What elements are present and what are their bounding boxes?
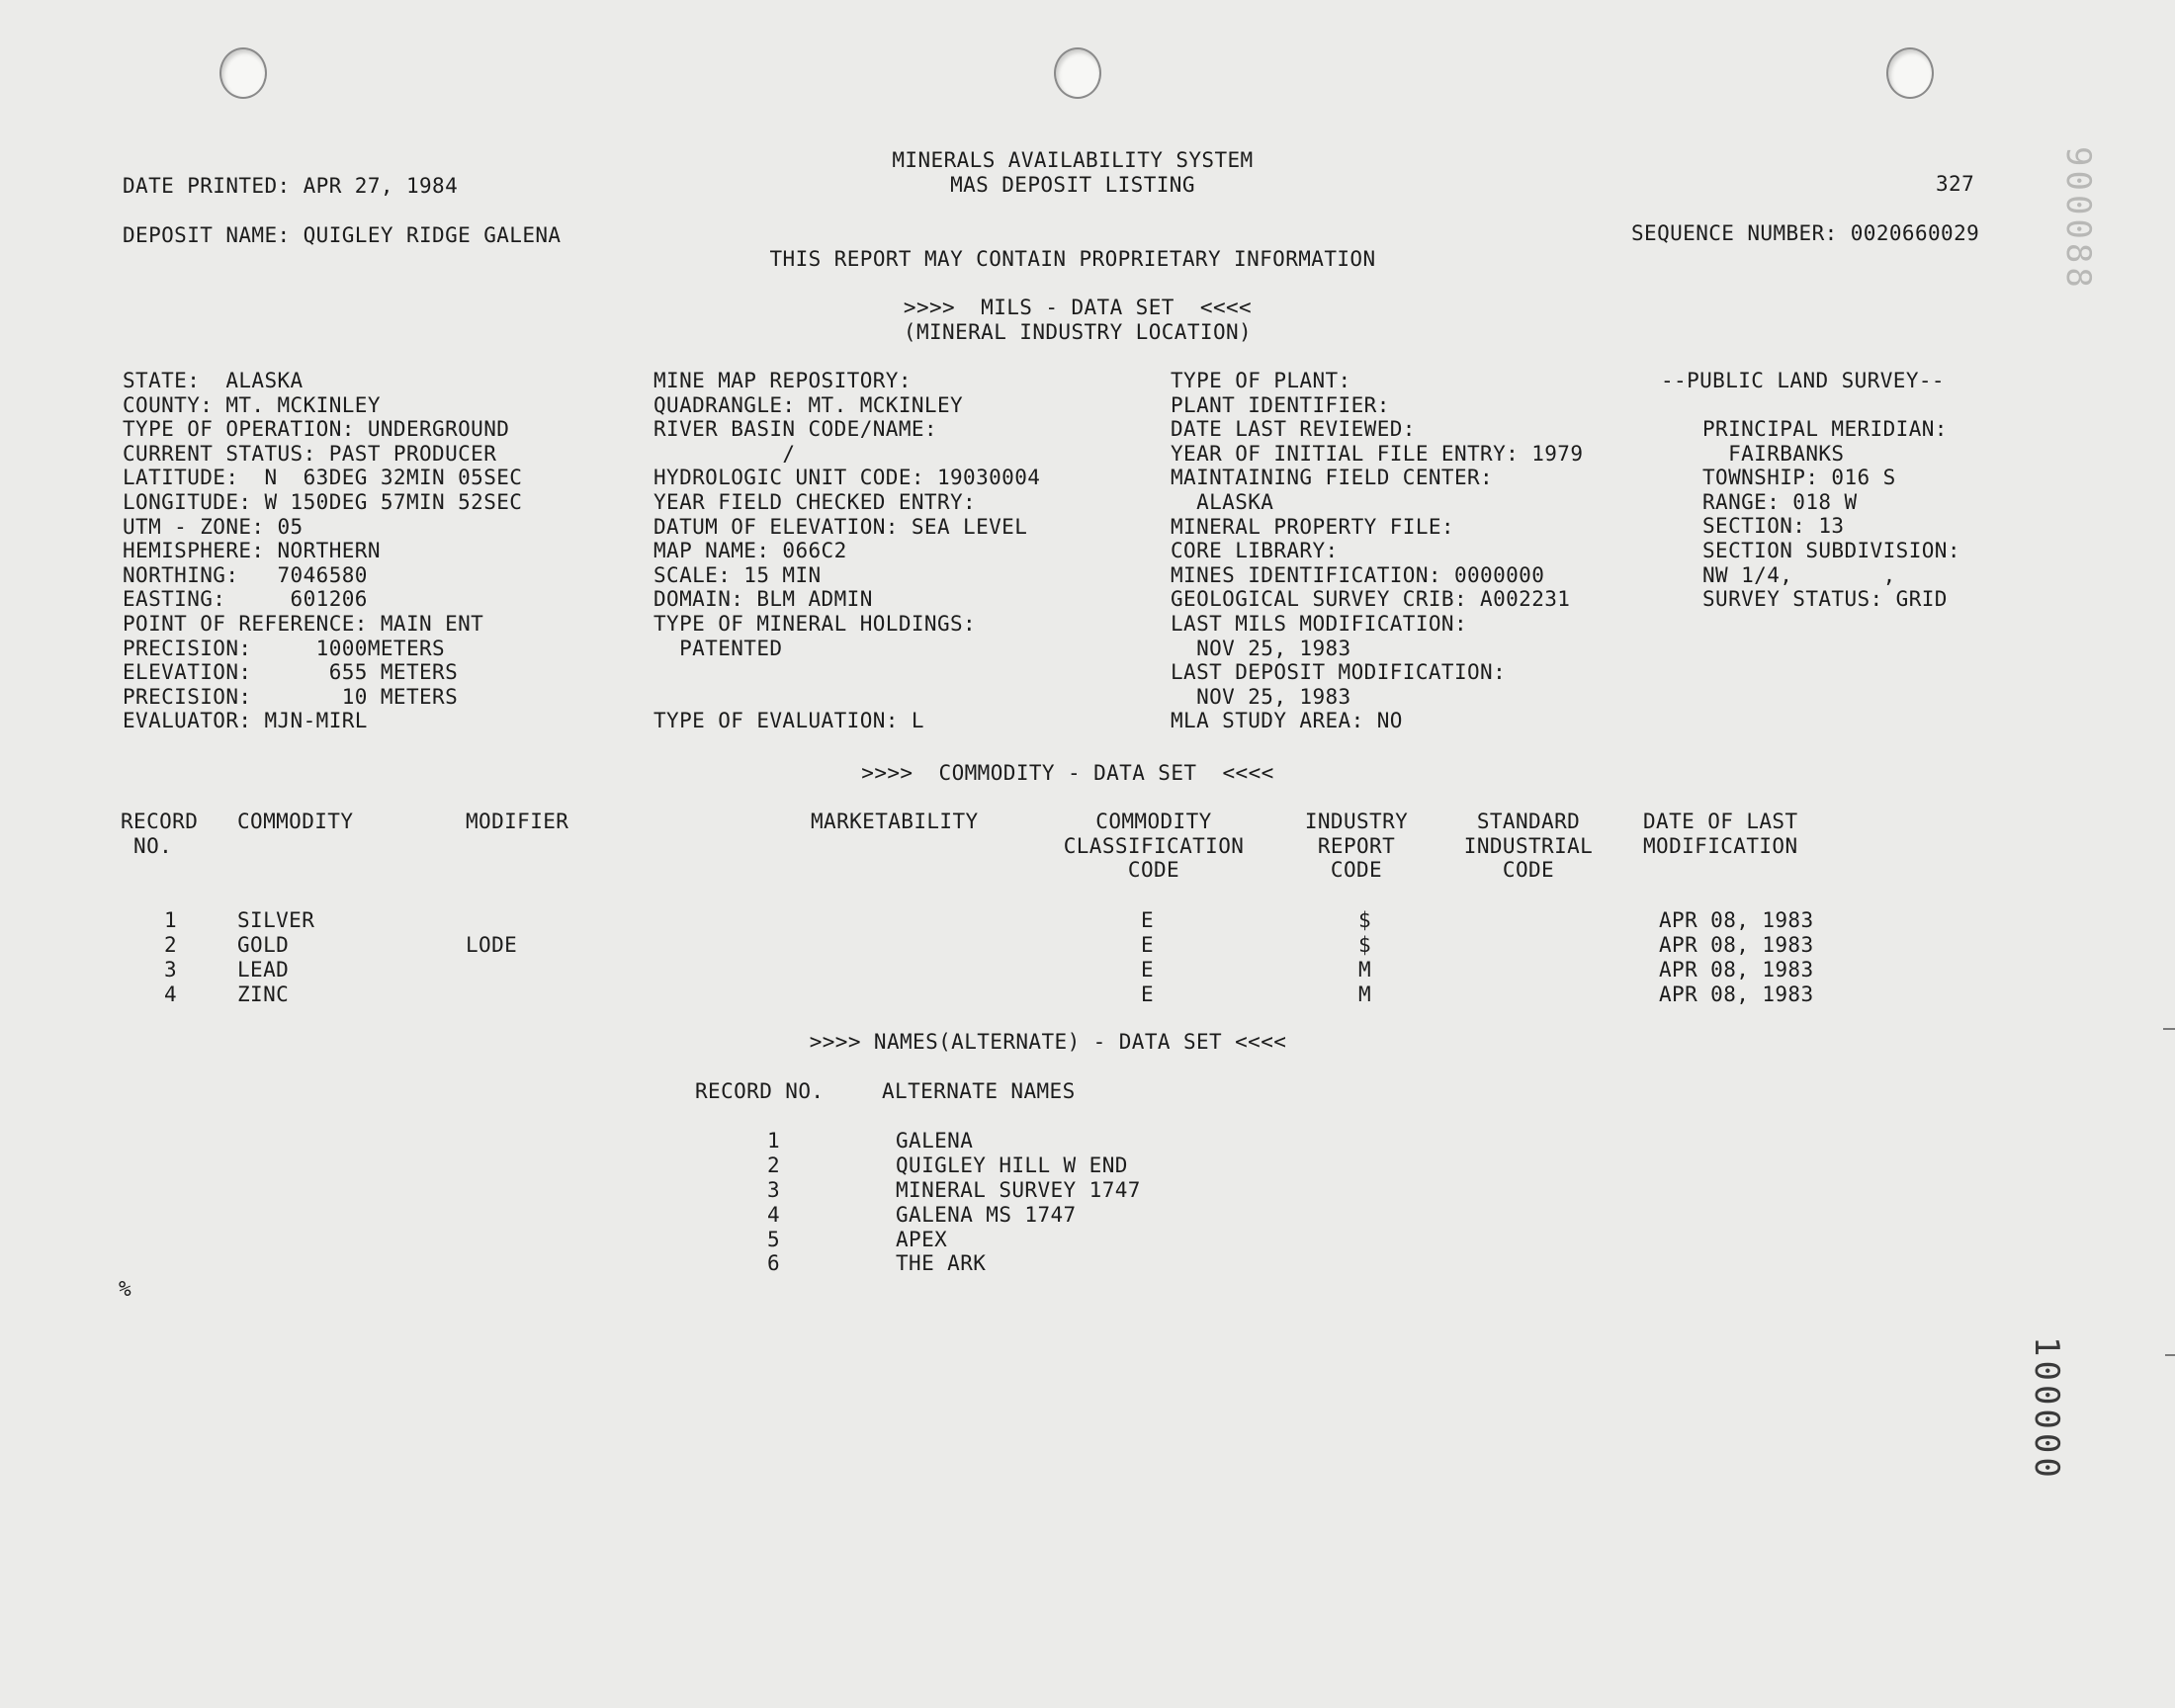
- mils-field: MINE MAP REPOSITORY:: [653, 369, 912, 392]
- names-row-no: 4: [767, 1203, 781, 1227]
- header-label: MODIFICATION: [1643, 833, 1798, 858]
- names-row-no: 5: [767, 1228, 781, 1251]
- mils-field: [653, 660, 1040, 685]
- mils-field: PRECISION: 10 METERS: [123, 684, 459, 709]
- row-class-code: E: [1141, 908, 1155, 932]
- mils-field: POINT OF REFERENCE: MAIN ENT: [123, 611, 484, 636]
- header-sic: [1449, 810, 1608, 883]
- sequence-number: SEQUENCE NUMBER: 0020660029: [1631, 221, 1980, 245]
- row-class-code: E: [1141, 982, 1155, 1006]
- mils-field: PLANT IDENTIFIER:: [1171, 392, 1390, 417]
- mils-field: COUNTY: MT. MCKINLEY: [123, 392, 381, 417]
- mils-field: DOMAIN: BLM ADMIN: [653, 587, 873, 612]
- mils-field: DATUM OF ELEVATION: SEA LEVEL: [653, 514, 1028, 539]
- header-last-mod: [1643, 810, 1798, 858]
- mils-field: DATE LAST REVIEWED:: [1171, 417, 1416, 442]
- names-row-name: APEX: [896, 1228, 948, 1251]
- header-label: RECORD: [121, 810, 199, 833]
- faint-stamp: 900088: [2058, 146, 2098, 292]
- row-industry-code: $: [1358, 933, 1372, 957]
- survey-field: FAIRBANKS: [1702, 441, 1845, 466]
- row-no: 2: [164, 933, 178, 957]
- mils-column-2: [653, 369, 1040, 733]
- mils-field: MAP NAME: 066C2: [653, 539, 847, 563]
- mils-field: LATITUDE: N 63DEG 32MIN 05SEC: [123, 466, 523, 490]
- punch-hole-right: [1886, 47, 1934, 99]
- row-class-code: E: [1141, 958, 1155, 982]
- survey-field: TOWNSHIP: 016 S: [1702, 466, 1896, 490]
- names-row-no: 2: [767, 1153, 781, 1177]
- row-no: 3: [164, 958, 178, 982]
- mils-column-3: [1171, 369, 1583, 733]
- mils-field: EVALUATOR: MJN-MIRL: [123, 709, 368, 733]
- row-date: APR 08, 1983: [1659, 982, 1814, 1006]
- row-commodity: SILVER: [237, 908, 315, 932]
- header-industry: [1291, 810, 1422, 883]
- mils-field: QUADRANGLE: MT. MCKINLEY: [653, 392, 964, 417]
- header-commodity: COMMODITY: [237, 810, 354, 833]
- header-label: COMMODITY: [1095, 810, 1212, 833]
- names-row-no: 6: [767, 1251, 781, 1275]
- survey-field: SECTION SUBDIVISION:: [1702, 538, 1960, 562]
- survey-field: PRINCIPAL MERIDIAN:: [1702, 417, 1948, 441]
- names-col-names: ALTERNATE NAMES: [882, 1079, 1076, 1103]
- proprietary-notice: THIS REPORT MAY CONTAIN PROPRIETARY INFORMATION: [769, 247, 1376, 271]
- mils-field: TYPE OF MINERAL HOLDINGS:: [653, 611, 977, 636]
- mils-field: NOV 25, 1983: [1171, 684, 1351, 709]
- public-land-survey-title: --PUBLIC LAND SURVEY--: [1661, 369, 1945, 392]
- mils-field: [653, 685, 1040, 710]
- mils-field: HYDROLOGIC UNIT CODE: 19030004: [653, 466, 1041, 490]
- row-commodity: GOLD: [237, 933, 290, 957]
- mils-field: UTM - ZONE: 05: [123, 514, 304, 539]
- mils-field: SCALE: 15 MIN: [653, 562, 822, 587]
- mils-heading: >>>> MILS - DATA SET <<<<: [903, 296, 1253, 319]
- row-date: APR 08, 1983: [1659, 908, 1814, 932]
- row-industry-code: M: [1358, 958, 1372, 982]
- mils-field: MAINTAINING FIELD CENTER:: [1171, 466, 1494, 490]
- mils-field: TYPE OF OPERATION: UNDERGROUND: [123, 417, 510, 442]
- punch-hole-left: [219, 47, 267, 99]
- mils-field: MINERAL PROPERTY FILE:: [1171, 514, 1454, 539]
- names-col-record: RECORD NO.: [695, 1079, 825, 1103]
- deposit-name: DEPOSIT NAME: QUIGLEY RIDGE GALENA: [123, 223, 562, 247]
- mils-field: NOV 25, 1983: [1171, 636, 1351, 660]
- mils-field: ELEVATION: 655 METERS: [123, 660, 459, 685]
- header-label: CODE: [1330, 858, 1383, 883]
- row-commodity: ZINC: [237, 982, 290, 1006]
- names-heading: >>>> NAMES(ALTERNATE) - DATA SET <<<<: [809, 1030, 1287, 1054]
- names-row-name: GALENA: [896, 1129, 974, 1153]
- header-label: CODE: [1502, 858, 1555, 883]
- edge-mark: [2165, 1354, 2175, 1356]
- row-date: APR 08, 1983: [1659, 933, 1814, 957]
- mils-field: TYPE OF PLANT:: [1171, 369, 1351, 392]
- mils-field: RIVER BASIN CODE/NAME:: [653, 417, 937, 442]
- mils-column-1: [123, 369, 522, 733]
- names-row-no: 3: [767, 1178, 781, 1202]
- mils-field: LAST DEPOSIT MODIFICATION:: [1171, 660, 1507, 685]
- header-classification: [1044, 810, 1263, 883]
- system-title: MINERALS AVAILABILITY SYSTEM: [892, 148, 1254, 172]
- mils-field: NORTHING: 7046580: [123, 562, 368, 587]
- mils-field: TYPE OF EVALUATION: L: [653, 709, 924, 733]
- mils-field: MLA STUDY AREA: NO: [1171, 709, 1403, 733]
- edge-mark: [2163, 1028, 2175, 1030]
- survey-field: SECTION: 13: [1702, 514, 1845, 539]
- punch-hole-center: [1054, 47, 1101, 99]
- mils-field: LONGITUDE: W 150DEG 57MIN 52SEC: [123, 489, 523, 514]
- names-row-name: MINERAL SURVEY 1747: [896, 1178, 1141, 1202]
- commodity-heading: >>>> COMMODITY - DATA SET <<<<: [861, 761, 1274, 785]
- survey-field: NW 1/4, ,: [1702, 562, 1896, 587]
- header-label: NO.: [121, 833, 173, 858]
- row-class-code: E: [1141, 933, 1155, 957]
- mils-field: EASTING: 601206: [123, 587, 368, 612]
- header-marketability: MARKETABILITY: [811, 810, 979, 833]
- mils-field: GEOLOGICAL SURVEY CRIB: A002231: [1171, 587, 1571, 612]
- names-row-no: 1: [767, 1129, 781, 1153]
- header-label: STANDARD: [1476, 810, 1581, 833]
- mils-field: STATE: ALASKA: [123, 369, 304, 392]
- names-row-name: GALENA MS 1747: [896, 1203, 1077, 1227]
- row-industry-code: $: [1358, 908, 1372, 932]
- mils-field: CURRENT STATUS: PAST PRODUCER: [123, 441, 497, 466]
- header-label: REPORT: [1317, 833, 1396, 858]
- mils-field: ALASKA: [1171, 489, 1274, 514]
- mils-field: PRECISION: 1000METERS: [123, 636, 446, 660]
- header-label: INDUSTRY: [1304, 810, 1409, 833]
- listing-title: MAS DEPOSIT LISTING: [950, 173, 1195, 197]
- mils-field: YEAR OF INITIAL FILE ENTRY: 1979: [1171, 441, 1584, 466]
- date-printed: DATE PRINTED: APR 27, 1984: [123, 174, 459, 198]
- header-label: DATE OF LAST: [1643, 810, 1798, 833]
- document-stamp: 100000: [2027, 1336, 2066, 1482]
- mils-field: MINES IDENTIFICATION: 0000000: [1171, 562, 1545, 587]
- mils-column-4: [1702, 417, 1960, 612]
- row-modifier: LODE: [466, 933, 518, 957]
- mils-field: LAST MILS MODIFICATION:: [1171, 611, 1467, 636]
- survey-field: SURVEY STATUS: GRID: [1702, 587, 1948, 612]
- header-label: CODE: [1127, 858, 1180, 883]
- header-record-no: [121, 810, 198, 858]
- row-no: 4: [164, 982, 178, 1006]
- row-industry-code: M: [1358, 982, 1372, 1006]
- names-row-name: QUIGLEY HILL W END: [896, 1153, 1128, 1177]
- header-label: INDUSTRIAL: [1463, 833, 1594, 858]
- page-number: 327: [1936, 172, 1975, 196]
- names-row-name: THE ARK: [896, 1251, 987, 1275]
- survey-field: RANGE: 018 W: [1702, 489, 1858, 514]
- mils-field: HEMISPHERE: NORTHERN: [123, 539, 381, 563]
- mils-field: /: [653, 441, 796, 466]
- row-date: APR 08, 1983: [1659, 958, 1814, 982]
- footer-mark: %: [119, 1277, 132, 1301]
- mils-field: PATENTED: [653, 636, 783, 660]
- row-commodity: LEAD: [237, 958, 290, 982]
- header-label: CLASSIFICATION: [1063, 833, 1245, 858]
- header-modifier: MODIFIER: [466, 810, 569, 833]
- row-no: 1: [164, 908, 178, 932]
- mils-subheading: (MINERAL INDUSTRY LOCATION): [903, 320, 1253, 344]
- mils-field: CORE LIBRARY:: [1171, 539, 1339, 563]
- mils-field: YEAR FIELD CHECKED ENTRY:: [653, 489, 977, 514]
